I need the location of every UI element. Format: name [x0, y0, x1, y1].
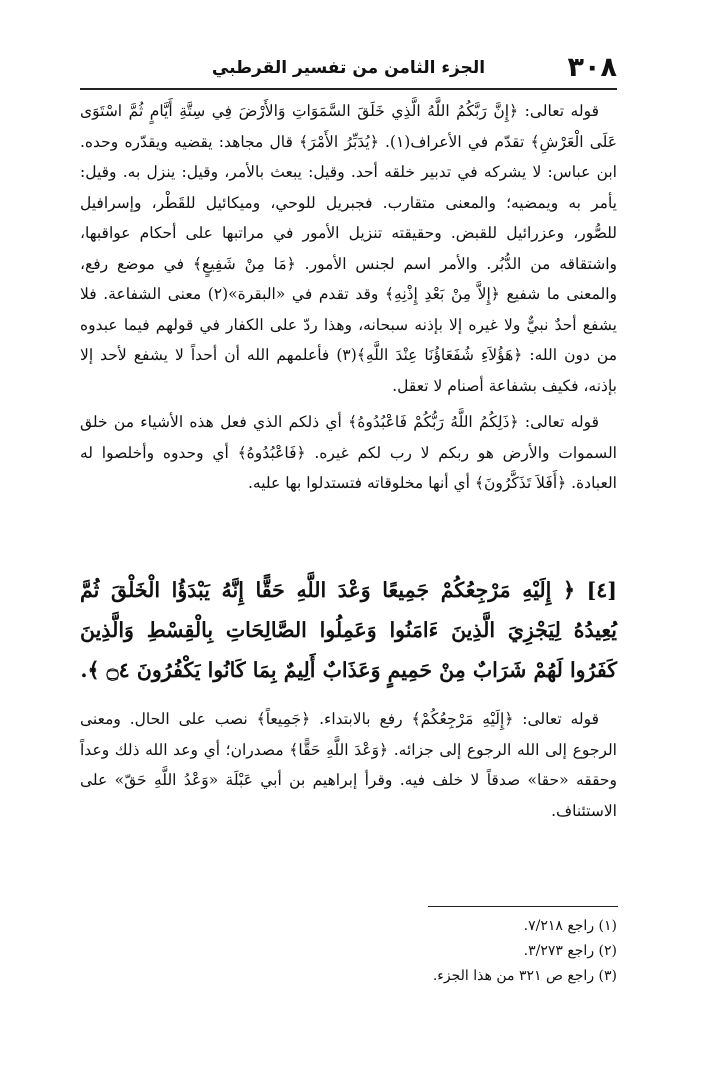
- page-number: ٣٠٨: [567, 52, 617, 83]
- footnote-2: (٢) راجع ٣/٢٧٣.: [523, 943, 617, 959]
- page-header: [80, 52, 617, 90]
- paragraph-3: قوله تعالى: ﴿إِلَيْهِ مَرْجِعُكُمْ﴾ رفع بالابتداء. ﴿جَمِيعاً﴾ نصب على الحال. ومعنى الرجوع إلى الله الرجوع إلى جزائه. ﴿وَعْدَ اللَّهِ حَقًّا﴾ مصدران؛ أي وعد الله ذلك وعداً وحققه «حقا» صدقاً لا خلف فيه. وقرأ إبراهيم بن أبي عَبْلَة «وَعْدُ اللَّهِ حَقّ» على الاستئناف.: [80, 710, 617, 820]
- verse-number: [٤]: [586, 578, 617, 602]
- verse-text: ﴿ إِلَيْهِ مَرْجِعُكُمْ جَمِيعًا وَعْدَ اللَّهِ حَقًّا إِنَّهُ يَبْدَؤُا الْخَلْقَ ثُمَّ يُعِيدُهُ لِيَجْزِيَ الَّذِينَ ءَامَنُوا وَعَمِلُوا الصَّالِحَاتِ بِالْقِسْطِ وَالَّذِينَ كَفَرُوا لَهُمْ شَرَابٌ مِنْ حَمِيمٍ وَعَذَابٌ أَلِيمٌ بِمَا كَانُوا يَكْفُرُونَ ۝٤ ﴾.: [80, 578, 617, 682]
- quran-verse: [80, 570, 617, 690]
- footnote-divider: [428, 906, 618, 907]
- running-head: الجزء الثامن من تفسير القرطبي: [211, 58, 486, 78]
- paragraph-1: قوله تعالى: ﴿إِنَّ رَبَّكُمُ اللَّهُ الَّذِي خَلَقَ السَّمَوَاتِ وَالأَرْضَ فِي سِتَّةِ أَيَّامٍ ثُمَّ اسْتَوَى عَلَى الْعَرْشِ﴾ تقدّم في الأعراف(١). ﴿يُدَبِّرُ الأَمْرَ﴾ قال مجاهد: يقضيه ويقدّره وحده. ابن عباس: لا يشركه في تدبير خلقه أحد. وقيل: يبعث بالأمر، وقيل: ينزل به. وقيل: يأمر به ويمضيه؛ والمعنى متقارب. فجبريل للوحي، وميكائيل للقَطْر، وإسرافيل للصُّور، وعزرائيل للقبض. وحقيقته تنزيل الأمور في مراتبها على أحكام عواقبها، واشتقاقه من الدُّبُر. والأمر اسم لجنس الأمور. ﴿مَا مِنْ شَفِيعٍ﴾ في موضع رفع، والمعنى ما شفيع ﴿إِلاَّ مِنْ بَعْدِ إِذْنِهِ﴾ وقد تقدم في «البقرة»(٢) معنى الشفاعة. فلا يشفع أحدٌ نبيٌّ ولا غيره إلا بإذنه سبحانه، وهذا ردّ على الكفار في قولهم فيما عبدوه من دون الله: ﴿هَؤُلاَءِ شُفَعَاؤُنَا عِنْدَ اللَّهِ﴾(٣) فأعلمهم الله أن أحداً لا يشفع لأحد إلا بإذنه، فكيف بشفاعة أصنام لا تعقل.: [80, 102, 618, 395]
- footnote-1: (١) راجع ٧/٢١٨.: [523, 918, 617, 934]
- footnote-3: (٣) راجع ص ٣٢١ من هذا الجزء.: [432, 968, 617, 984]
- commentary-body-2: [80, 704, 617, 826]
- footnotes: [200, 914, 617, 989]
- paragraph-2: قوله تعالى: ﴿ذَلِكُمُ اللَّهُ رَبُّكُمْ فَاعْبُدُوهُ﴾ أي ذلكم الذي فعل هذه الأشياء من خلق السموات والأرض هو ربكم لا رب لكم غيره. ﴿فَاعْبُدُوهُ﴾ أي وحدوه وأخلصوا له العبادة. ﴿أَفَلاَ تَذَكَّرُونَ﴾ أي أنها مخلوقاته فتستدلوا بها عليه.: [80, 413, 617, 492]
- commentary-body: [80, 96, 617, 499]
